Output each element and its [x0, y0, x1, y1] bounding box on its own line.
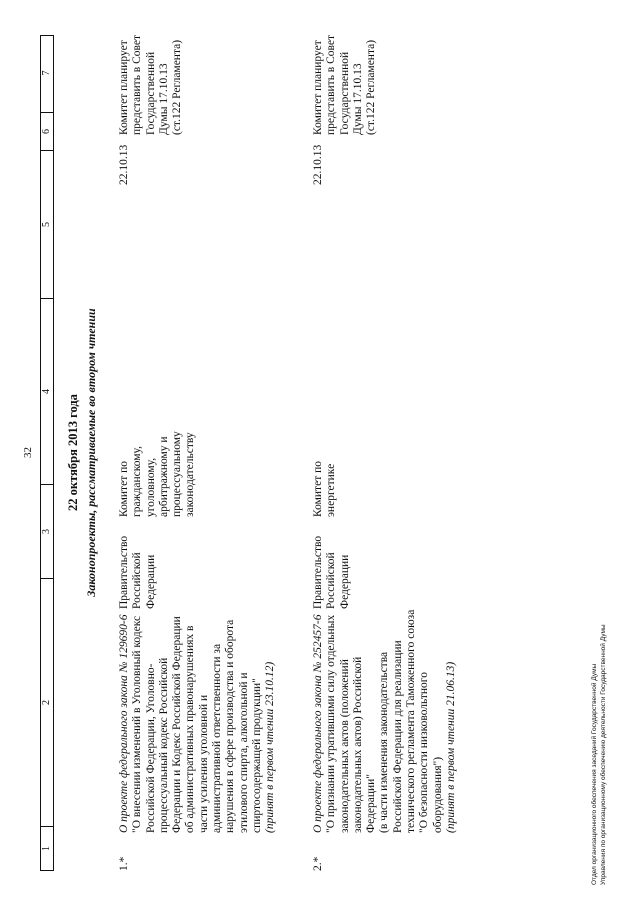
section-heading: Законопроекты, рассматриваемые во втором чтении — [84, 308, 98, 597]
remark-line: Думы 17.10.13 — [351, 63, 364, 135]
column-number-6: 6 — [41, 112, 53, 150]
column-number-5: 5 — [41, 150, 53, 298]
bill-title-line: оборудования") — [431, 756, 444, 833]
responsible-committee — [118, 431, 198, 517]
initiator-line: Правительство — [312, 535, 324, 609]
bill-reference: О проекте федерального закона № 129690-6 — [118, 614, 130, 833]
first-reading-note: (принят в первом чтении 21.06.13) — [444, 661, 457, 833]
column-number-7: 7 — [41, 70, 52, 76]
bill-title-line: об административных правонарушениях в — [184, 625, 197, 833]
consideration-date: 22.10.13 — [118, 144, 130, 185]
bill-title-line: (в части изменения законодательства — [378, 651, 391, 833]
first-reading-note: (принят в первом чтении 23.10.12) — [264, 661, 277, 833]
remark-line: Государственной — [338, 51, 351, 135]
remark-line: Комитет планирует — [312, 40, 324, 135]
committee-line: энергетике — [325, 463, 338, 517]
committee-line: уголовному, — [144, 457, 157, 517]
footer-line: Отдел организационного обеспечения заседаний Государственной Думы — [591, 663, 598, 885]
initiator-line: Правительство — [118, 535, 130, 609]
column-number-2: 2 — [41, 578, 53, 826]
remark-line: представить в Совет — [131, 34, 144, 135]
bill-title-line: этилового спирта, алкогольной и — [237, 672, 250, 833]
committee-line: гражданскому, — [131, 445, 144, 517]
page-number: 32 — [22, 447, 34, 458]
bill-title-line: спиртосодержащей продукции" — [250, 678, 263, 833]
initiator-line: Федерации — [338, 554, 351, 609]
row-number: 1.* — [118, 856, 130, 871]
remark-line: Комитет планирует — [118, 40, 130, 135]
remark-line: представить в Совет — [325, 34, 338, 135]
remark-line: Государственной — [144, 51, 157, 135]
remark — [118, 35, 184, 135]
initiator — [118, 536, 158, 609]
bill-title-line: законодательных актов) Российской — [351, 656, 364, 833]
bill-description — [118, 615, 278, 833]
bill-title-line: Российской Федерации для реализации — [391, 640, 404, 833]
row-number: 2.* — [312, 856, 324, 871]
bill-title-line: Российской Федерации, Уголовно- — [144, 663, 157, 833]
committee-line: Комитет по — [118, 461, 130, 517]
bill-title-line: законодательных актов (положений — [338, 659, 351, 833]
initiator-line: Федерации — [144, 554, 157, 609]
column-number-3: 3 — [41, 484, 53, 578]
column-number-4: 4 — [41, 298, 53, 484]
remark-line: (ст.122 Регламента) — [365, 39, 378, 135]
bill-title-line: "О внесении изменений в Уголовный кодекс — [131, 615, 144, 833]
bill-title-line: административной ответственности за — [211, 643, 224, 833]
bill-title-line: "О признании утратившими силу отдельных — [325, 614, 338, 833]
bill-title-line: части усиления уголовной и — [197, 694, 210, 833]
committee-line: арбитражному и — [157, 436, 170, 517]
column-number-1: 1 — [41, 826, 53, 870]
bill-title-line: Федерации и Кодекс Российской Федерации — [171, 616, 184, 833]
remark — [312, 35, 378, 135]
committee-line: законодательству — [184, 432, 197, 517]
remark-line: Думы 17.10.13 — [157, 63, 170, 135]
bill-title-line: "О безопасности низковольтного — [418, 672, 431, 833]
footer-line: Управления по организационному обеспечению деятельности Государственной Думы — [600, 624, 607, 885]
bill-title-line: Федерации" — [365, 773, 378, 833]
column-number-header — [40, 35, 54, 871]
bill-description — [312, 610, 458, 833]
initiator-line: Российской — [131, 552, 144, 609]
bill-reference: О проекте федерального закона № 252457-6 — [312, 614, 324, 833]
initiator-line: Российской — [325, 552, 338, 609]
initiator — [312, 536, 352, 609]
committee-line: процессуальному — [171, 431, 184, 517]
bill-title-line: технического регламента Таможенного союза — [405, 609, 418, 833]
committee-line: Комитет по — [312, 461, 324, 517]
bill-title-line: процессуальный кодекс Российской — [157, 657, 170, 833]
date-heading: 22 октября 2013 года — [66, 394, 80, 511]
bill-title-line: нарушения в сфере производства и оборота — [224, 619, 237, 833]
consideration-date: 22.10.13 — [312, 144, 324, 185]
remark-line: (ст.122 Регламента) — [171, 39, 184, 135]
responsible-committee — [312, 461, 339, 517]
footer — [590, 624, 608, 885]
